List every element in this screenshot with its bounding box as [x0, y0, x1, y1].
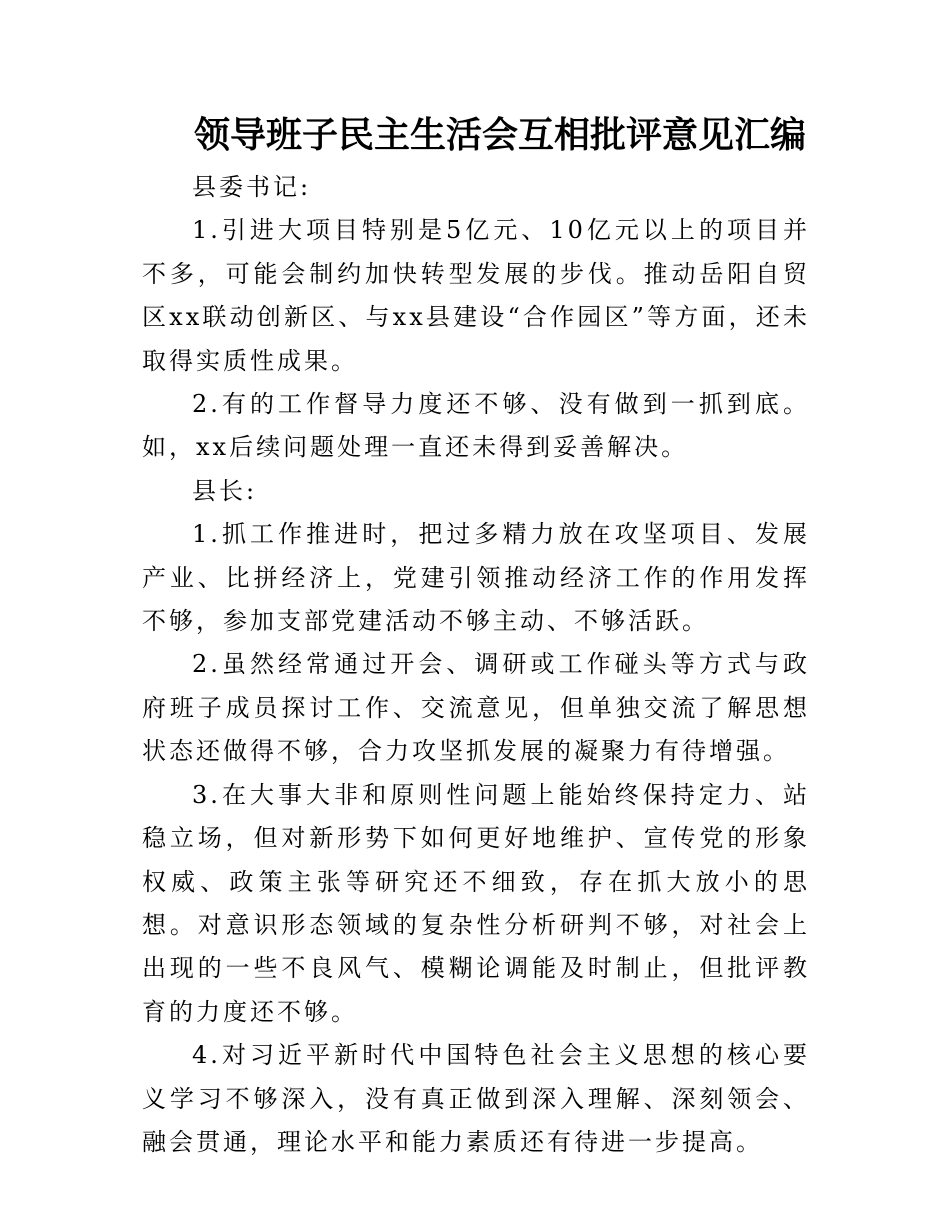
county-mayor-item-2: 2.虽然经常通过开会、调研或工作碰头等方式与政府班子成员探讨工作、交流意见，但单独交流了解思想状态还做得不够，合力攻坚抓发展的凝聚力有待增强。: [142, 650, 810, 766]
section-heading-county-mayor: 县长:: [192, 476, 258, 505]
document-title: 领导班子民主生活会互相批评意见汇编: [193, 114, 806, 156]
section-heading-county-secretary: 县委书记:: [192, 173, 312, 201]
county-mayor-item-4: 4.对习近平新时代中国特色社会主义思想的核心要义学习不够深入，没有真正做到深入理解、深刻领会、融会贯通，理论水平和能力素质还有待进一步提高。: [142, 1041, 810, 1156]
county-secretary-item-2: 2.有的工作督导力度还不够、没有做到一抓到底。如，xx后续问题处理一直还未得到妥善解决。: [142, 390, 810, 462]
county-secretary-item-1: 1.引进大项目特别是5亿元、10亿元以上的项目并不多，可能会制约加快转型发展的步伐。推动岳阳自贸区xx联动创新区、与xx县建设“合作园区”等方面，还未取得实质性成果。: [142, 216, 810, 375]
county-mayor-item-3: 3.在大事大非和原则性问题上能始终保持定力、站稳立场，但对新形势下如何更好地维护、宣传党的形象权威、政策主张等研究还不细致，存在抓大放小的思想。对意识形态领域的复杂性分析研判不够，对社会上出现的一些不良风气、模糊论调能及时制止，但批评教育的力度还不够。: [142, 780, 810, 1026]
document-body: [142, 166, 810, 1164]
county-mayor-item-1: 1.抓工作推进时，把过多精力放在攻坚项目、发展产业、比拼经济上，党建引领推动经济工作的作用发挥不够，参加支部党建活动不够主动、不够活跃。: [142, 520, 810, 636]
